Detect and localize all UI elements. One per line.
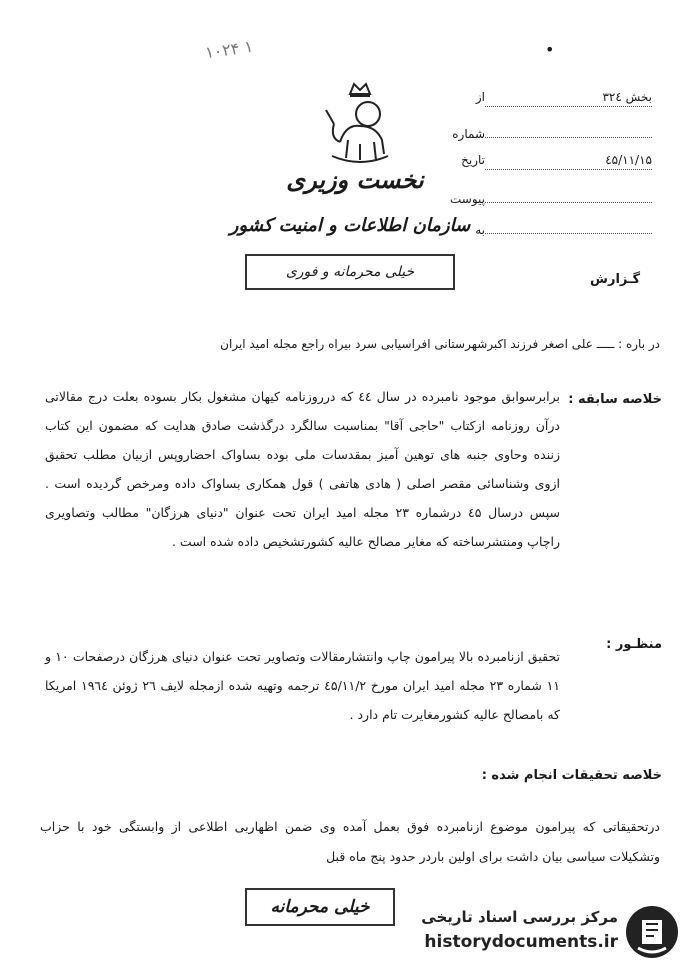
summary-text: درتحقیقاتی که پیرامون موضوع ازنامبرده فوق بعمل آمده وی ضمن اظهاربی اطلاعی از وابستگی خود با حزاب وتشکیلات سیاسی بیان داشت برای اولین باردر حدود پنج ماه قبل — [40, 819, 660, 864]
meta-from-value: بخش ۳۲٤ — [485, 90, 652, 107]
background-text: برابرسوابق موجود نامبرده در سال ٤٤ که درروزنامه کیهان مشغول بکار بسوده بعلت درج مقالاتی درآن روزنامه ازکتاب "حاجی آقا" بمناسبت سالگرد درگذشت صادق هدایت که مضمون این کتاب زننده وحاوی جنبه های توهین آمیز بمقدسات ملی بوده بساواک احضاروپس ازبیان مطلب تحقیق ازوی وشناسائی مقصر اصلی ( هادی هاتفی ) قول همکاری بساواک داده ومرخص گردیده است . سپس درسال ٤۵ درشماره ۲۳ مجله امید ایران تحت عنوان "دنیای هرزگان" مطالب وتصاویری راچاپ ومنتشرساخته که مغایر مصالح عالیه کشورتشخیص داده شده است . — [45, 389, 560, 549]
background-label: خلاصه سابقه : — [568, 392, 662, 407]
handwritten-note: ۱۰۲۴ ۱ — [203, 36, 255, 63]
meta-date-label: تاریخ — [461, 153, 485, 167]
bottom-classification-stamp: خیلی محرمانه — [245, 888, 395, 926]
meta-attachment-value — [485, 186, 652, 203]
subject-line: در باره : ـــــ علی اصغر فرزند اکبرشهرستانی افراسیابی سرد بیراه راجع مجله امید ایران — [220, 337, 660, 351]
purpose-text: تحقیق ازنامبرده بالا پیرامون چاپ وانتشارمقالات وتصاویر تحت عنوان دنیای هرزگان درصفحات ۱۰ و ۱۱ شماره ۲۳ مجله امید ایران مورخ ٤۵/۱۱/۲ ترجمه وتهیه شده ازمجله لایف ۲٦ ژوئن ۱۹٦٤ امریکا که بامصالح عالیه کشورمغایرت تام دارد . — [45, 649, 561, 722]
meta-date — [430, 153, 660, 170]
report-label: گـزارش — [590, 272, 640, 287]
archive-logo-icon — [624, 904, 680, 960]
classification-stamp: خیلی محرمانه و فوری — [245, 254, 455, 290]
meta-attachment-label: پیوست — [450, 192, 485, 206]
meta-from-label: از — [475, 90, 485, 104]
meta-to — [430, 217, 660, 237]
dot-mark: • — [545, 40, 555, 59]
header-organization: سازمان اطلاعات و امنیت کشور — [229, 215, 471, 236]
meta-number — [430, 121, 660, 141]
lion-and-sun-emblem-icon — [320, 80, 400, 170]
purpose-label: منظـور : — [606, 637, 662, 652]
meta-number-value — [485, 121, 652, 138]
watermark — [410, 902, 690, 962]
watermark-url: historydocuments.ir — [424, 932, 618, 952]
watermark-title: مرکز بررسی اسناد تاریخی — [421, 908, 618, 926]
header-title: نخست وزیری — [286, 165, 424, 194]
meta-date-value: ٤۵/۱۱/۱۵ — [485, 153, 652, 170]
meta-number-label: شماره — [452, 127, 485, 141]
meta-to-label: به — [475, 223, 485, 237]
meta-attachment — [430, 186, 660, 206]
meta-to-value — [485, 217, 652, 234]
meta-from — [430, 90, 660, 107]
summary-label: خلاصه تحقیقات انجام شده : — [481, 768, 662, 783]
